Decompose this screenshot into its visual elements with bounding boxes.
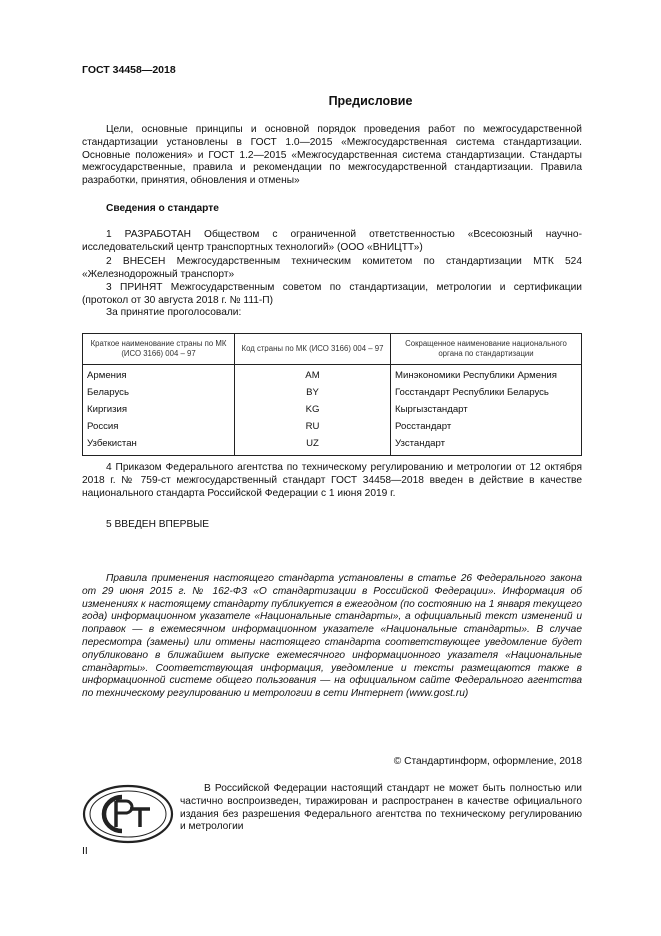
table-cell-body: Госстандарт Республики Беларусь [391, 385, 582, 402]
page-title: Предисловие [328, 94, 413, 108]
table-cell-code: AM [235, 365, 391, 386]
info-heading: Сведения о стандарте [106, 203, 219, 214]
gost-r-certification-mark-icon [82, 783, 174, 845]
table-cell-code: KG [235, 402, 391, 419]
table-cell-body: Кыргызстандарт [391, 402, 582, 419]
table-row [83, 436, 582, 456]
table-cell-country: Россия [83, 419, 235, 436]
table-row [83, 385, 582, 402]
table-cell-body: Минэкономики Республики Армения [391, 365, 582, 386]
table-header-country: Краткое наименование страны по МК (ИСО 3166) 004 – 97 [83, 334, 235, 365]
page-number: II [82, 845, 88, 857]
table-cell-code: UZ [235, 436, 391, 456]
table-cell-country: Беларусь [83, 385, 235, 402]
reproduction-notice: В Российской Федерации настоящий стандарт не может быть полностью или частично воспроизведен, тиражирован и распространен в качестве официального издания без разрешения Федерального агентства по техническому регулированию и метрологии [180, 783, 582, 833]
table-cell-country: Узбекистан [83, 436, 235, 456]
item-developed: 1 РАЗРАБОТАН Обществом с ограниченной ответственностью «Всесоюзный научно-исследовательский центр транспортных технологий» (ООО «ВНИЦТТ») [82, 229, 582, 253]
table-cell-code: BY [235, 385, 391, 402]
table-header-code: Код страны по МК (ИСО 3166) 004 – 97 [235, 334, 391, 365]
item-enacted: 4 Приказом Федерального агентства по техническому регулированию и метрологии от 12 октября 2018 г. № 759-ст межгосударственный стандарт ГОСТ 34458—2018 введен в действие в качестве национального стандарта Российской Федерации с 1 июня 2019 г. [82, 462, 582, 499]
table-row [83, 419, 582, 436]
table-cell-body: Узстандарт [391, 436, 582, 456]
item-adopted: 3 ПРИНЯТ Межгосударственным советом по стандартизации, метрологии и сертификации (протокол от 30 августа 2018 г. № 111-П) [82, 282, 582, 306]
intro-paragraph: Цели, основные принципы и основной порядок проведения работ по межгосударственной стандартизации установлены в ГОСТ 1.0—2015 «Межгосударственная система стандартизации. Основные положения» и ГОСТ 1.2—2015 «Межгосударственная система стандартизации. Стандарты межгосударственные, правила и рекомендации по межгосударственной стандартизации. Правила разработки, принятия, обновления и отмены» [82, 124, 582, 187]
item-first-introduced: 5 ВВЕДЕН ВПЕРВЫЕ [106, 519, 210, 530]
table-cell-body: Росстандарт [391, 419, 582, 436]
copyright-line: © Стандартинформ, оформление, 2018 [393, 756, 582, 767]
table-cell-country: Армения [83, 365, 235, 386]
document-header: ГОСТ 34458—2018 [82, 64, 176, 76]
table-row [83, 365, 582, 386]
table-row [83, 402, 582, 419]
voting-countries-table [82, 333, 582, 456]
table-header-body: Сокращенное наименование национального органа по стандартизации [391, 334, 582, 365]
table-cell-code: RU [235, 419, 391, 436]
table-header-row [83, 334, 582, 365]
vote-caption: За принятие проголосовали: [106, 307, 242, 318]
item-introduced: 2 ВНЕСЕН Межгосударственным техническим комитетом по стандартизации МТК 524 «Железнодорожный транспорт» [82, 256, 582, 280]
rules-notice: Правила применения настоящего стандарта установлены в статье 26 Федерального закона от 29 июня 2015 г. № 162-ФЗ «О стандартизации в Российской Федерации». Информация об изменениях к настоящему стандарту публикуется в ежегодном (по состоянию на 1 января текущего года) информационном указателе «Национальные стандарты», а официальный текст изменений и поправок — в ежемесячном информационном указателе «Национальные стандарты». В случае пересмотра (замены) или отмены настоящего стандарта соответствующее уведомление будет опубликовано в ближайшем выпуске ежемесячного информационного указателя «Национальные стандарты». Соответствующая информация, уведомление и тексты размещаются также в информационной системе общего пользования — на официальном сайте Федерального агентства по техническому регулированию и метрологии в сети Интернет (www.gost.ru) [82, 573, 582, 700]
table-cell-country: Киргизия [83, 402, 235, 419]
